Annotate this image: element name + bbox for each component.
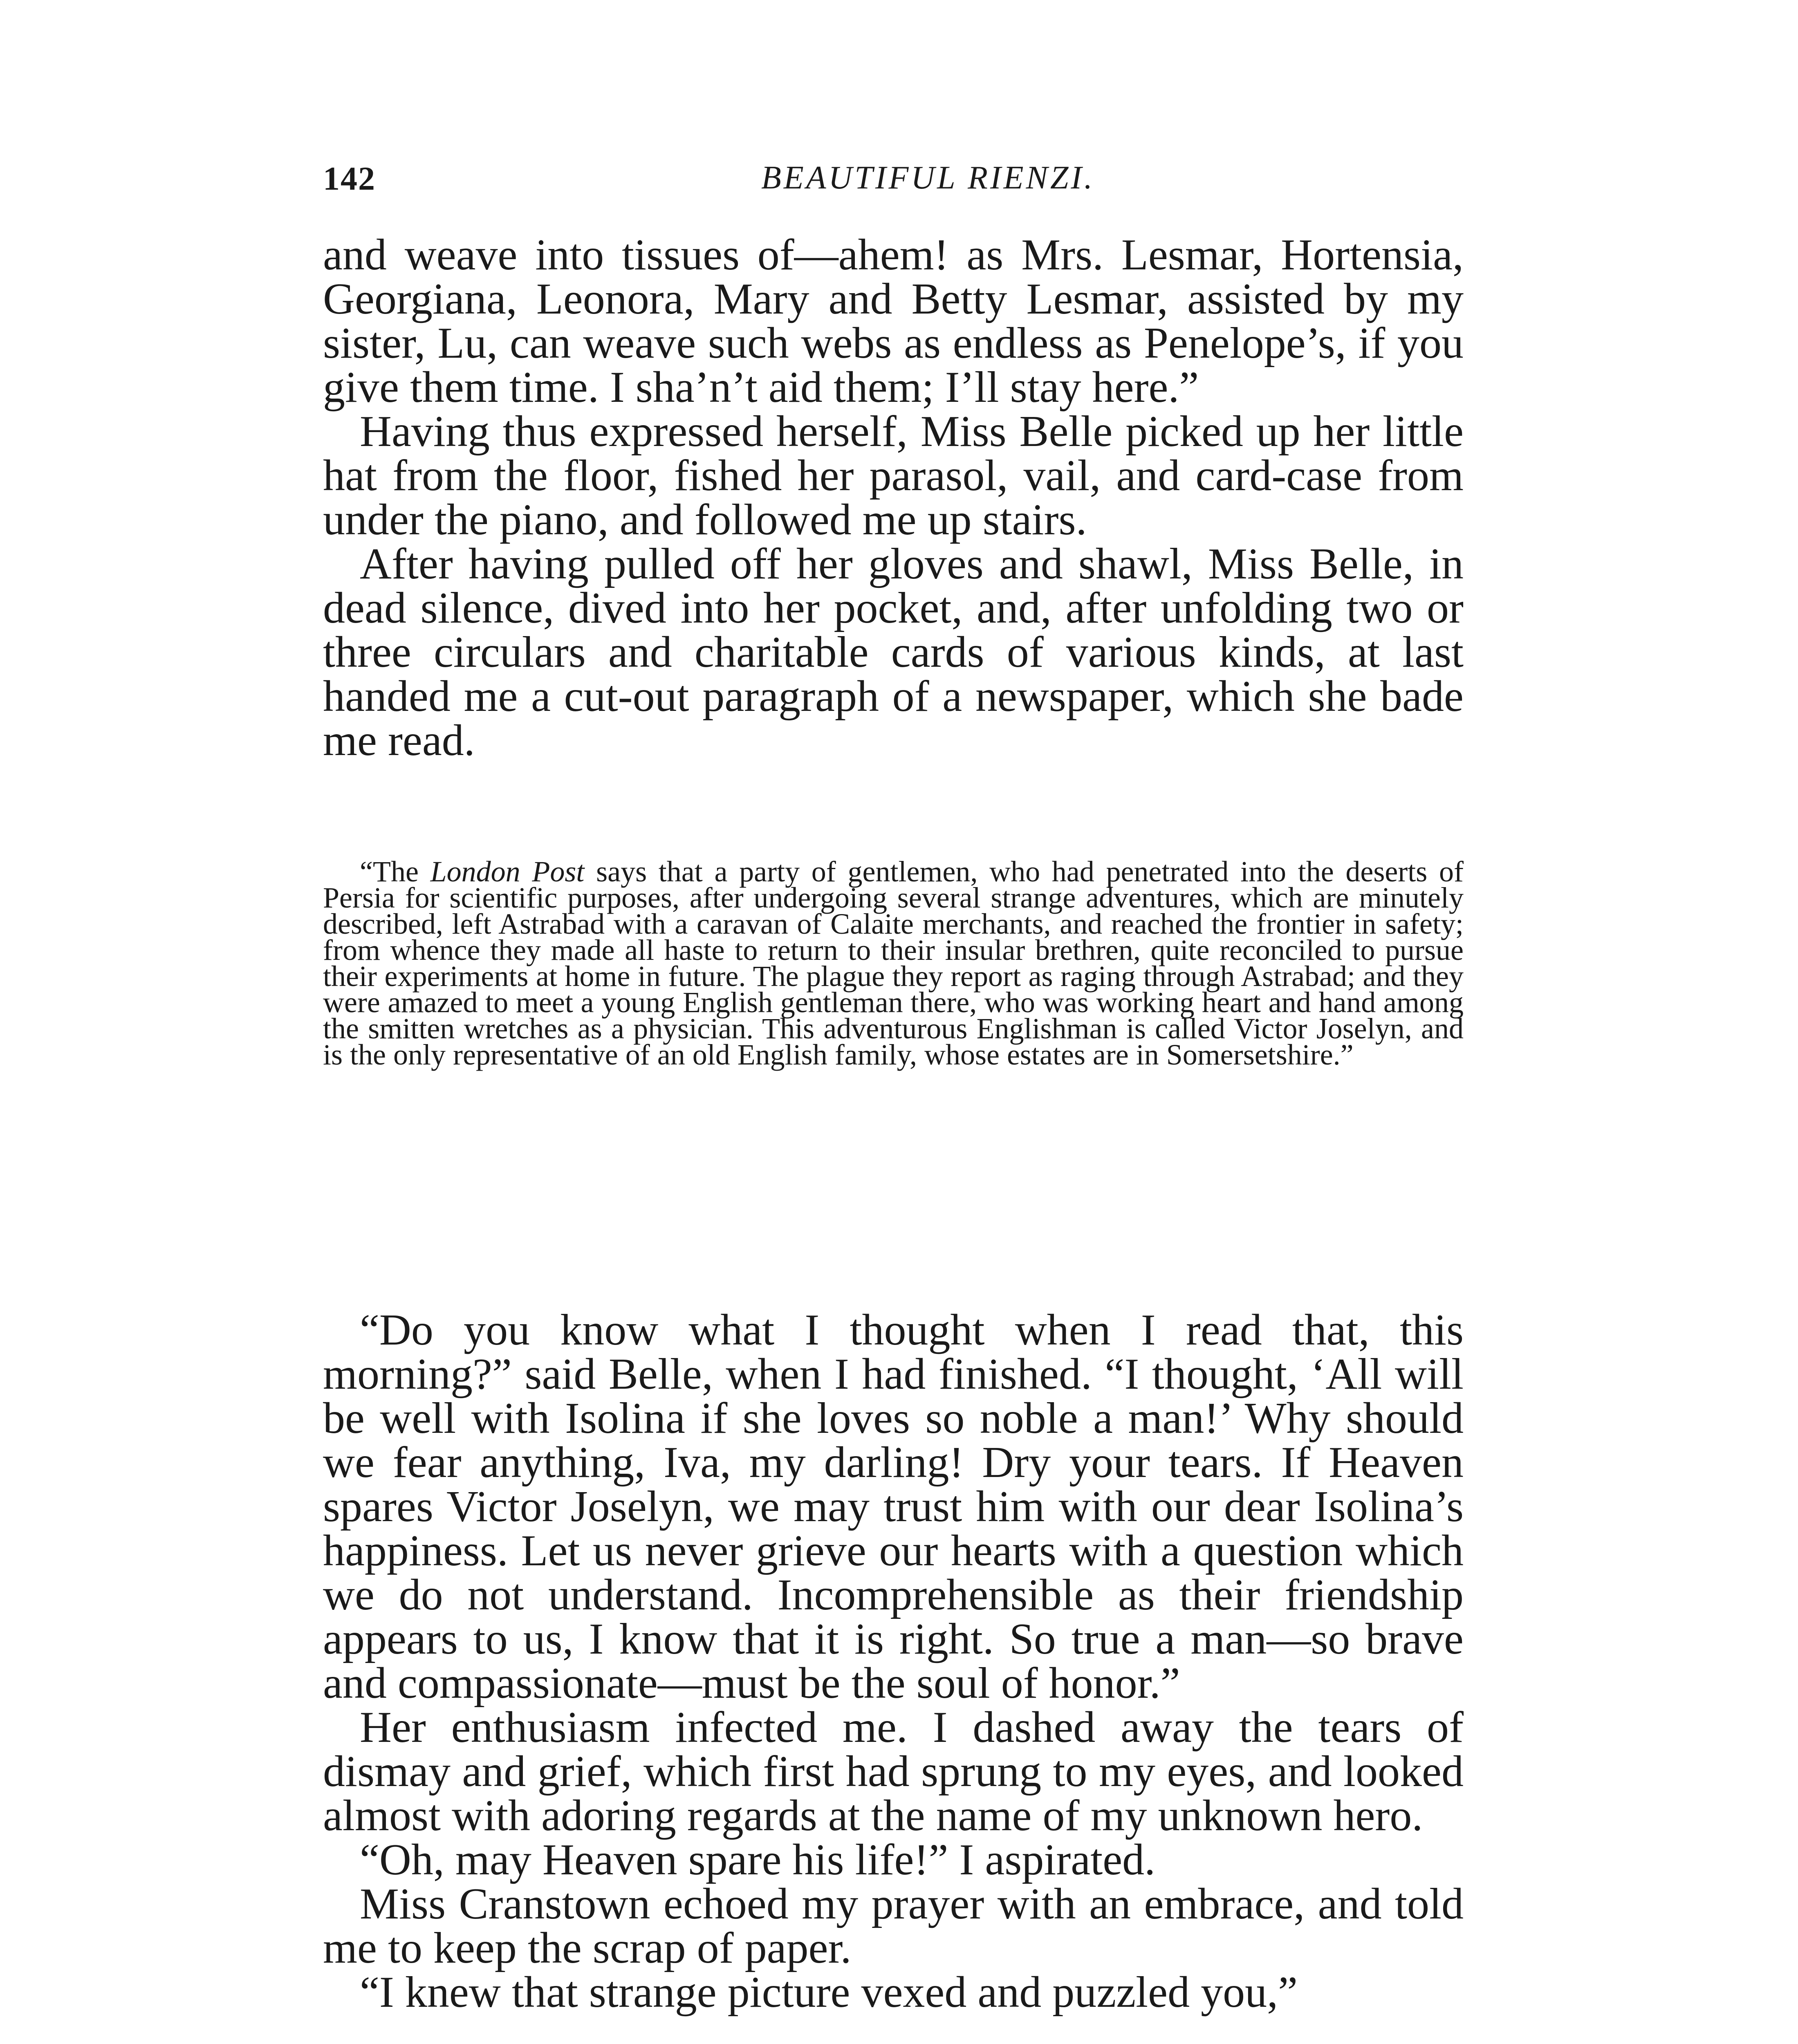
paragraph: Miss Cranstown echoed my prayer with an embrace, and told me to keep the scrap of paper. bbox=[323, 1880, 1464, 1972]
paragraph: After having pulled off her gloves and shawl, Miss Belle, in dead silence, dived into her pocket, and, after unfolding two or three circulars and charitable cards of various kinds, at last handed me a cut-out paragraph of a newspaper, which she bade me read. bbox=[323, 540, 1464, 765]
paragraph: “Do you know what I thought when I read that, this morning?” said Belle, when I had finished. “I thought, ‘All will be well with Isolina if she loves so noble a man!’ Why should we fear anything, Iva, my darling! Dry your tears. If Heaven spares Victor Joselyn, we may trust him with our dear Isolina’s happiness. Let us never grieve our hearts with a question which we do not understand. Incomprehensible as their friendship appears to us, I know that it is right. So true a man—so brave and compassionate—must be the soul of honor.” bbox=[323, 1306, 1464, 1708]
clipping-paragraph bbox=[323, 855, 1464, 1071]
paragraph: Having thus expressed herself, Miss Belle picked up her little hat from the floor, fished her parasol, vail, and card-case from under the piano, and followed me up stairs. bbox=[323, 407, 1464, 544]
newspaper-clipping bbox=[323, 855, 1464, 1071]
paragraph: “Oh, may Heaven spare his life!” I aspirated. bbox=[360, 1836, 1156, 1884]
page-header bbox=[323, 159, 1468, 213]
paragraph: Her enthusiasm infected me. I dashed away the tears of dismay and grief, which first had sprung to my eyes, and looked almost with adoring regards at the name of my unknown hero. bbox=[323, 1703, 1464, 1840]
body-text-top bbox=[323, 233, 1464, 763]
page-number: 142 bbox=[323, 160, 376, 197]
clipping-open-quote: “The bbox=[360, 855, 430, 888]
body-text-bottom bbox=[323, 1308, 1464, 2015]
clipping-text: says that a party of gentlemen, who had penetrated into the deserts of Persia for scientific purposes, after undergoing several strange adventures, which are minutely described, left Astrabad with a caravan of Calaite merchants, and reached the frontier in safety; from whence they made all haste to return to their insular brethren, quite reconciled to pursue their experiments at home in future. The plague they report as raging through Astrabad; and they were amazed to meet a young English gentleman there, who was working heart and hand among the smitten wretches as a physician. This adventurous Englishman is called Victor Joselyn, and is the only representative of an old English family, whose estates are in Somersetshire.” bbox=[323, 855, 1464, 1071]
running-title: BEAUTIFUL RIENZI. bbox=[761, 160, 1095, 196]
clipping-source: London Post bbox=[430, 855, 585, 888]
paragraph: “I knew that strange picture vexed and puzzled you,” bbox=[360, 1968, 1298, 2017]
paragraph: and weave into tissues of—ahem! as Mrs. Lesmar, Hortensia, Georgiana, Leonora, Mary and Betty Lesmar, assisted by my sister, Lu, can weave such webs as endless as Penelope’s, if you give them time. I sha’n’t aid them; I’ll stay here.” bbox=[323, 231, 1464, 412]
